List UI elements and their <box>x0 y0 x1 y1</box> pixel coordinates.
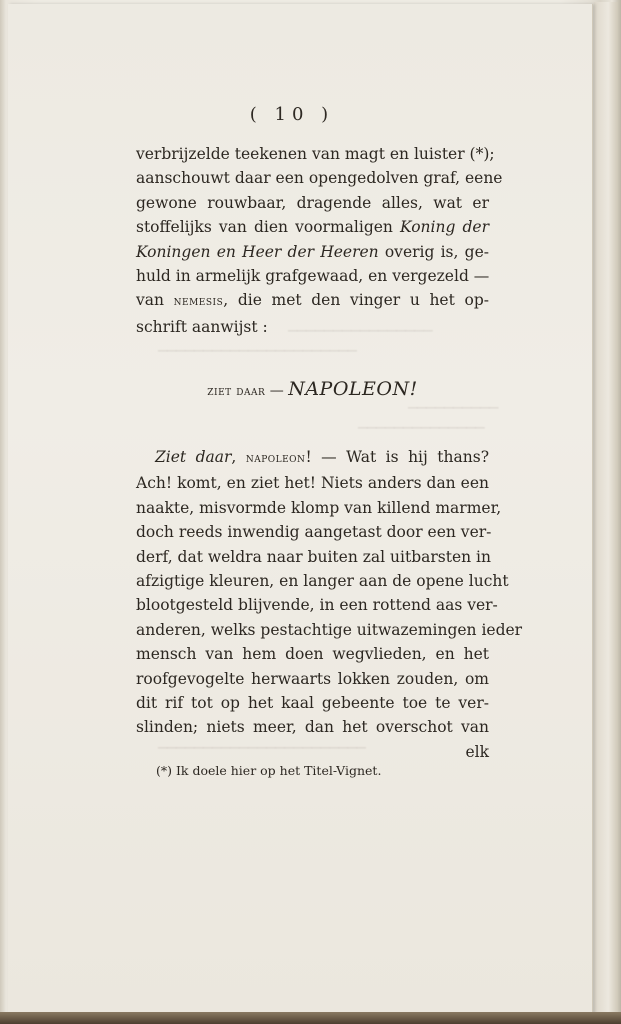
text-line: roofgevogelte herwaarts lokken zouden, om <box>136 669 489 688</box>
text-line: afzigtige kleuren, en langer aan de opene lucht <box>136 572 509 591</box>
paragraph-continued <box>136 142 503 339</box>
page-bottom-edge <box>0 1012 621 1024</box>
text-line: anderen, welks pestachtige uitwazemingen ieder <box>136 620 523 639</box>
text-line: derf, dat weldra naar buiten zal uitbarsten in <box>136 547 491 566</box>
text-line: mensch van hem doen wegvlieden, en het <box>136 645 489 664</box>
show-through-text: ─────────────────────── <box>158 739 366 757</box>
section-heading: ziet daar — NAPOLEON! <box>207 378 418 400</box>
page-number: ( 10 ) <box>249 104 335 125</box>
text-line: gewone rouwbaar, dragende alles, wat er <box>136 193 489 212</box>
show-through-text: ────────────────────── <box>158 342 357 360</box>
text-line: stoffelijks van dien voormaligen Koning der <box>136 218 489 237</box>
text-line: Ach! komt, en ziet het! Niets anders dan een <box>136 474 489 493</box>
show-through-text: ────────── <box>408 399 499 417</box>
text-line: doch reeds inwendig aangetast door een ver- <box>136 523 492 542</box>
text-line: huld in armelijk grafgewaad, en vergezeld — <box>136 267 490 286</box>
text-line: schrift aanwijst : <box>136 317 268 336</box>
next-leaf-edge <box>594 2 618 1014</box>
text-line: naakte, misvormde klomp van killend marmer, <box>136 498 502 517</box>
text-line: Ziet daar, napoleon! — Wat is hij thans? <box>154 448 489 466</box>
text-line: slinden; niets meer, dan het overschot van <box>136 718 489 737</box>
show-through-text: ──────────────── <box>288 322 433 340</box>
text-line: dit rif tot op het kaal gebeente toe te ver- <box>136 694 489 713</box>
paragraph <box>136 445 523 764</box>
catchword: elk <box>465 742 489 761</box>
text-line: aanschouwt daar een opengedolven graf, eene <box>136 169 503 188</box>
show-through-text: ────────────── <box>358 419 485 437</box>
text-line: verbrijzelde teekenen van magt en luister (*); <box>136 145 495 163</box>
text-line: van nemesis, die met den vinger u het op- <box>136 291 489 310</box>
text-line: Koningen en Heer der Heeren overig is, ge- <box>136 242 489 261</box>
text-line: blootgesteld blijvende, in een rottend aas ver- <box>136 596 498 615</box>
footnote: (*) Ik doele hier op het Titel-Vignet. <box>156 763 382 778</box>
